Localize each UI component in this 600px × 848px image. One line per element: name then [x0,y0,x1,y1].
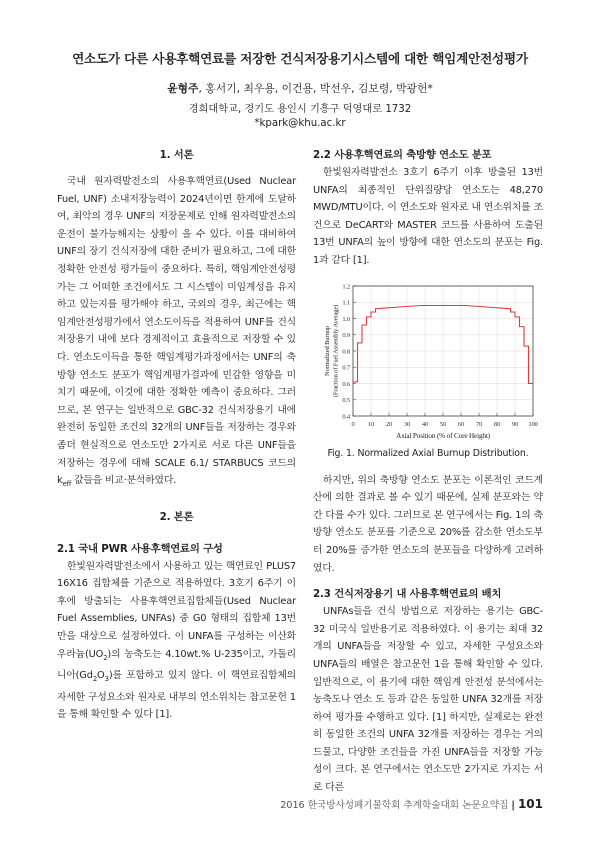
author-list [0,81,600,96]
x-tick-label: 90 [511,420,519,428]
section-introduction-heading: 1. 서론 [159,149,194,161]
subsection-2-1-heading: 2.1 국내 PWR 사용후핵연료의 구성 [57,542,223,555]
x-tick-label: 40 [421,420,429,428]
y-tick-label: 0.6 [342,380,350,388]
y-tick-label: 0.5 [342,396,350,404]
right-column [313,147,543,797]
subsection-2-2-paragraph-2: 하지만, 위의 축방향 연소도 분포는 이론적인 코드계산에 의한 결과로 볼 수 있기 때문에, 실제 분포와는 약간 다를 수가 있다. 그러므로 본 연구에서는 Fig. 1의 축방향 연소도 분포를 기준으로 20%를 감소한 연소도부터 20%를 증가한 연소도의 분포들을 다양하게 고려하였다. [313,474,543,574]
x-tick-label: 30 [403,420,411,428]
y-tick-label: 0.9 [342,331,350,339]
paper-title: 연소도가 다른 사용후핵연료를 저장한 건식저장용기시스템에 대한 핵임계안전성평가 [72,51,528,66]
x-axis-label: Axial Position (% of Core Height) [396,431,490,440]
subsection-2-3-heading: 2.3 건식저장용기 내 사용후핵연료의 배치 [313,588,502,601]
page-number: 101 [517,797,543,811]
left-column [57,147,296,724]
x-tick-label: 50 [439,420,447,428]
x-tick-label: 70 [475,420,483,428]
co-authors: , 홍서기, 최우용, 이건용, 박선우, 김보령, 박광헌* [198,82,433,95]
subsection-2-2-heading: 2.2 사용후핵연료의 축방향 연소도 분포 [313,149,492,161]
x-tick-label: 0 [351,420,355,428]
x-tick-label: 20 [385,420,393,428]
y-tick-label: 0.4 [342,412,350,420]
introduction-paragraph: 국내 원자력발전소의 사용후핵연료(Used Nuclear Fuel, UNF) 소내저장능력이 2024년이면 한계에 도달하여, 최악의 경우 UNF의 저장문제로 인해 원자력발전소의 운전이 불가능해지는 상황이 올 수 있다. 이를 대비하여 UNF의 장기 건식저장에 대한 준비가 필요하고, 그에 대한 정확한 안전성 평가들이 중요하다. 특히, 핵임계안전성평가는 그 어떠한 조건에서도 그 시스템이 미임계성을 유지하고 있는지를 평가해야 하고, 국외의 경우, 최근에는 핵임계안전성평가에서 연소도이득을 적용하여 UNF를 건식저장용기 내에 보다 경제적이고 효율적으로 저장할 수 있다. 연소도이득을 통한 핵임계평가과정에서는 UNF의 축방향 연소도 분포가 핵임계평가결과에 민감한 영향을 미치기 때문에, 이것에 대한 정확한 예측이 중요하다. 그러므로, 본 연구는 일반적으로 GBC-32 건식저장용기 내에 완전히 동일한 조건의 32개의 UNF들을 저장하는 경우와 좀더 현실적으로 연소도만 2가지로 서로 다른 UNF들을 저장하는 경우에 대해 SCALE 6.1/ STARBUCS 코드의 $k_{eff}$ 값들을 비교·분석하였다. [57,176,296,489]
section-main-body-heading: 2. 본론 [159,510,194,523]
figure-1-caption: Fig. 1. Normalized Axial Burnup Distribution. [327,447,529,459]
y-tick-label: 1.0 [342,315,350,323]
y-tick-label: 0.7 [342,364,350,372]
footer-separator: | [511,800,515,811]
figure-1 [313,276,543,444]
subsection-2-2-paragraph-1: 한빛원자력발전소 3호기 6주기 이후 방출된 13번 UNFA의 최종적인 단위질량당 연소도는 48,270 MWD/MTU이다. 이 연소도와 원자로 내 연소위치를 조건으로 DeCART와 MASTER 코드를 사용하여 도출된 13번 UNFA의 높이 방향에 대한 연소도의 분포는 Fig. 1과 같다 [1]. [313,167,543,266]
subsection-2-1-paragraph: 한빛원자력발전소에서 사용하고 있는 핵연료인 PLUS7 16X16 집합체를 기준으로 적용하였다. 3호기 6주기 이후에 방출되는 사용후핵연료집합체들(Used Nuclear Fuel Assemblies, UNFAs) 중 G0 형태의 집합체 13번만을 대상으로 설정하였다. 이 UNFA를 구성하는 이산화우라늄$(UO_2)$의 농축도는 4.10wt.% U-235이고, 가돌리니아$(Gd_2O_3)$를 포함하고 있지 않다. 이 핵연료집합체의 자세한 구성요소와 원자로 내부의 연소위치는 참고문헌 1을 통해 확인할 수 있다 [1]. [57,560,296,721]
conference-name: 2016 한국방사성폐기물학회 추계학술대회 논문요약집 [280,800,509,811]
page-footer [280,797,543,811]
x-tick-label: 10 [367,420,375,428]
affiliation: 경희대학교, 경기도 용인시 기흥구 덕영대로 1732 [188,104,412,115]
subsection-2-3-paragraph: UNFAs들을 건식 방법으로 저장하는 용기는 GBC-32 미국식 일반용기로 적용하였다. 이 용기는 최대 32개의 UNFA들을 저장할 수 있고, 자세한 구성요소와 UNFA들의 배열은 참고문헌 1을 통해 확인할 수 있다. 일반적으로, 이 용기에 대한 핵임계 안전성 분석에서는 농축도나 연소 도 등과 같은 동일한 UNFA 32개를 저장하여 평가를 수행하고 있다. [1] 하지만, 실제로는 완전히 동일한 조건의 UNFA 32개를 저장하는 경우는 거의 드물고, 다양한 조건들을 가진 UNFA들을 저장할 가능성이 크다. 본 연구에서는 연소도만 2가지로 가지는 서로 다른 [313,606,543,794]
y-axis-label: Normalized Burnup (Fraction of Fuel Assembly Average) [324,304,340,397]
corresponding-email: *kpark@khu.ac.kr [254,118,346,129]
x-tick-label: 80 [493,420,501,428]
lead-author: 윤형주 [167,82,199,95]
y-tick-label: 1.2 [342,282,350,290]
axial-burnup-chart [313,276,543,444]
y-tick-label: 0.8 [342,347,350,355]
x-tick-label: 60 [457,420,465,428]
x-tick-label: 100 [528,420,538,428]
y-tick-label: 1.1 [342,299,350,307]
